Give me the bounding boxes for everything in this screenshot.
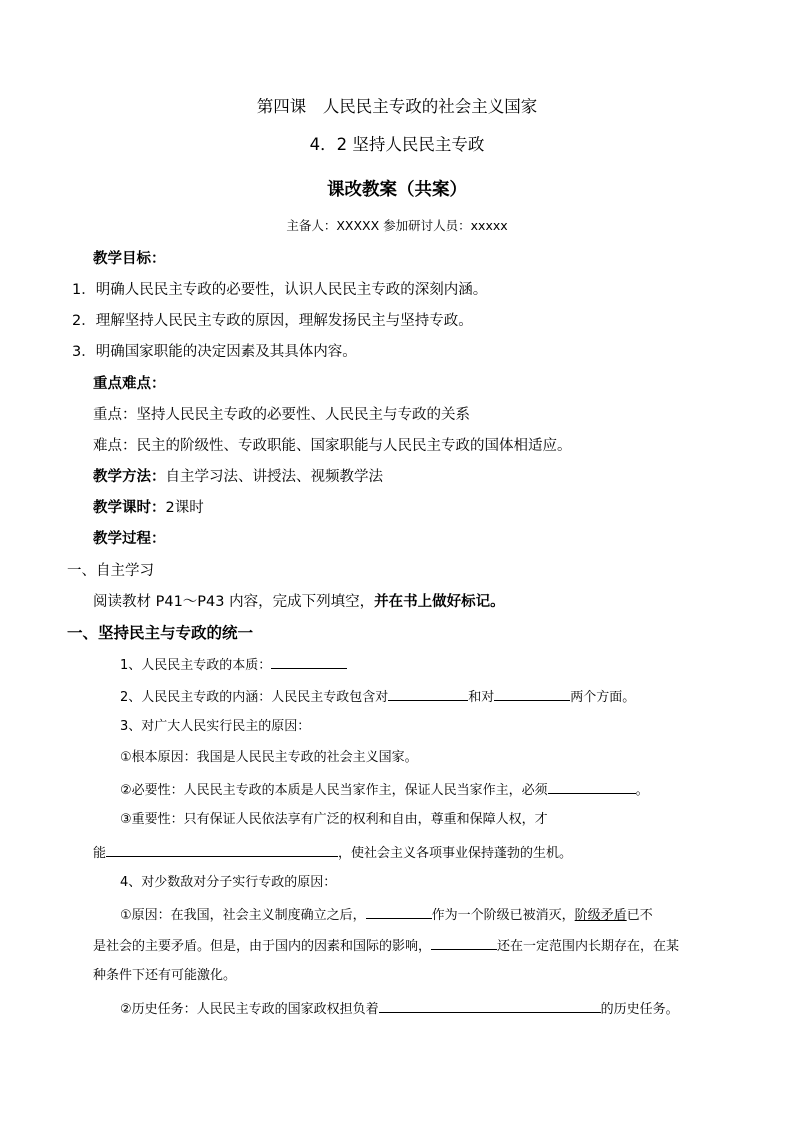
question-text: 。 (635, 783, 649, 798)
difficult-point: 难点：民主的阶级性、专政职能、国家职能与人民民主专政的国体相适应。 (93, 438, 572, 454)
question-2 (120, 686, 635, 708)
part1-heading: 一、自主学习 (67, 563, 154, 579)
key-point: 重点：坚持人民民主专政的必要性、人民民主与专政的关系 (93, 407, 470, 423)
question-text: 是社会的主要矛盾。但是，由于国内的因素和国际的影响， (93, 939, 432, 954)
question-4: 4、对少数敌对分子实行专政的原因： (120, 875, 337, 890)
instruction-emphasis: 并在书上做好标记。 (374, 594, 505, 610)
teaching-method (93, 467, 383, 487)
question-text: 两个方面。 (570, 690, 636, 705)
fill-blank[interactable] (494, 686, 570, 701)
goal-item: 3．明确国家职能的决定因素及其具体内容。 (72, 344, 357, 360)
question-3-item-1: ①根本原因：我国是人民民主专政的社会主义国家。 (120, 750, 418, 765)
question-4-item-2 (120, 998, 679, 1020)
fill-blank[interactable] (548, 779, 636, 794)
question-text: ②必要性：人民民主专政的本质是人民当家作主，保证人民当家作主，必须 (120, 783, 548, 798)
fill-blank[interactable] (431, 935, 497, 950)
question-4-item-1-line3: 种条件下还有可能激化。 (93, 968, 237, 983)
question-4-item-1 (120, 904, 653, 926)
sec1-heading: 一、坚持民主与专政的统一 (67, 624, 254, 642)
fill-blank[interactable] (106, 842, 338, 857)
question-text: 2、人民民主专政的内涵：人民民主专政包含对 (120, 690, 389, 705)
question-text: ，使社会主义各项事业保持蓬勃的生机。 (338, 846, 573, 861)
instruction-text: 阅读教材 P41～P43 内容，完成下列填空， (93, 594, 375, 610)
hours-value: 2课时 (165, 500, 204, 516)
goal-item: 2．理解坚持人民民主专政的原因，理解发扬民主与坚持专政。 (72, 313, 473, 329)
part1-instruction (93, 592, 505, 612)
question-text: 还在一定范围内长期存在，在某 (497, 939, 680, 954)
question-text: 能 (93, 846, 107, 861)
filled-answer: 阶级矛盾 (574, 908, 627, 923)
question-3-item-2 (120, 779, 649, 801)
fill-blank[interactable] (379, 998, 601, 1013)
lesson-title: 第四课 人民民主专政的社会主义国家 (256, 97, 538, 116)
teaching-hours (93, 498, 204, 518)
process-heading: 教学过程： (93, 531, 166, 547)
question-4-item-1-line2 (93, 935, 679, 957)
question-text: 1、人民民主专政的本质： (120, 658, 272, 673)
question-3-item-3-cont (93, 842, 572, 864)
preparers-line: 主备人：XXXXX 参加研讨人员：xxxxx (286, 218, 508, 233)
fill-blank[interactable] (271, 654, 347, 669)
method-value: 自主学习法、讲授法、视频教学法 (165, 469, 383, 485)
section-title: 4．2 坚持人民民主专政 (309, 135, 485, 154)
question-text: 已不 (626, 908, 653, 923)
question-text: ②历史任务：人民民主专政的国家政权担负着 (120, 1002, 379, 1017)
keypoints-heading: 重点难点： (93, 376, 166, 392)
question-text: 的历史任务。 (600, 1002, 679, 1017)
question-1 (120, 654, 347, 676)
goal-item: 1．明确人民民主专政的必要性，认识人民民主专政的深刻内涵。 (72, 282, 488, 298)
question-text: ①原因：在我国，社会主义制度确立之后， (120, 908, 366, 923)
question-text: 作为一个阶级已被消灭， (431, 908, 575, 923)
method-label: 教学方法： (93, 469, 166, 485)
document-title: 课改教案（共案） (327, 180, 467, 200)
question-text: 和对 (468, 690, 495, 705)
question-3: 3、对广大人民实行民主的原因： (120, 719, 311, 734)
goals-heading: 教学目标： (93, 251, 166, 267)
hours-label: 教学课时： (93, 500, 166, 516)
question-3-item-3: ③重要性：只有保证人民依法享有广泛的权利和自由，尊重和保障人权，才 (120, 812, 548, 827)
fill-blank[interactable] (388, 686, 468, 701)
fill-blank[interactable] (366, 904, 432, 919)
